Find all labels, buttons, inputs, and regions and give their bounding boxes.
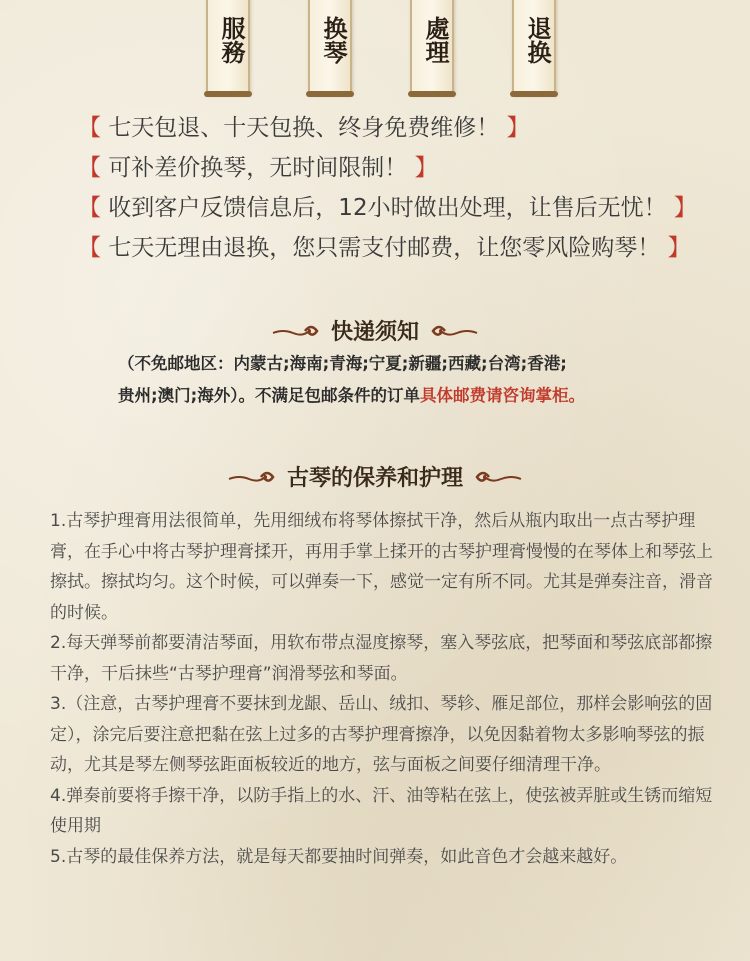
shipping-line-1: （不免邮地区：内蒙古;海南;青海;宁夏;新疆;西藏;台湾;香港; [118, 354, 567, 373]
promise-text: 可补差价换琴，无时间限制！ [101, 155, 408, 181]
promise-text: 七天无理由退换，您只需支付邮费，让您零风险购琴！ [101, 235, 661, 261]
scroll-return [512, 0, 556, 94]
scroll-text: 退换 [523, 16, 552, 64]
scroll-handle [410, 0, 454, 94]
promise-text: 收到客户反馈信息后，12小时做出处理，让售后无忧！ [101, 195, 667, 221]
bracket-close: 】 [666, 195, 697, 221]
promise-text: 七天包退、十天包换、终身免费维修！ [101, 115, 500, 141]
promise-item [78, 188, 718, 228]
bracket-close: 】 [499, 115, 530, 141]
shipping-title [0, 315, 750, 346]
bracket-open: 【 [78, 155, 101, 181]
promise-item [78, 148, 718, 188]
care-instructions [50, 506, 720, 872]
shipping-contact-note: 具体邮费请咨询掌柜。 [419, 386, 585, 405]
bracket-open: 【 [78, 115, 101, 141]
scroll-exchange [308, 0, 352, 94]
bracket-open: 【 [78, 235, 101, 261]
cloud-ornament-left-icon [271, 321, 321, 341]
cloud-ornament-left-icon [227, 467, 277, 487]
care-item: 1.古琴护理膏用法很简单，先用细绒布将琴体擦拭干净，然后从瓶内取出一点古琴护理膏，在手心中将古琴护理膏揉开，再用手掌上揉开的古琴护理膏慢慢的在琴体上和琴弦上擦拭。擦拭均匀。这个时候，可以弹奏一下，感觉一定有所不同。尤其是弹奏注音，滑音的时候。 [50, 511, 713, 623]
scroll-text: 處理 [421, 16, 450, 64]
care-item: 5.古琴的最佳保养方法，就是每天都要抽时间弹奏，如此音色才会越来越好。 [50, 846, 628, 867]
care-item: 3.（注意，古琴护理膏不要抹到龙龈、岳山、绒扣、琴轸、雁足部位，那样会影响弦的固定），涂完后要注意把黏在弦上过多的古琴护理膏擦净，以免因黏着物太多影响琴弦的振动，尤其是琴左侧琴弦距面板较近的地方，弦与面板之间要仔细清理干净。 [50, 694, 713, 775]
bracket-close: 】 [660, 235, 691, 261]
shipping-title-text: 快递须知 [330, 320, 419, 345]
care-title-text: 古琴的保养和护理 [286, 466, 463, 491]
scroll-text: 服務 [217, 16, 246, 64]
cloud-ornament-right-icon [429, 321, 479, 341]
promise-item [78, 228, 718, 268]
care-item: 4.弹奏前要将手擦干净，以防手指上的水、汗、油等粘在弦上，使弦被弄脏或生锈而缩短使用期 [50, 785, 713, 836]
shipping-line-2 [118, 380, 698, 412]
promise-item [78, 108, 718, 148]
shipping-notes [118, 348, 698, 412]
shipping-line-2-text: 贵州;澳门;海外）。不满足包邮条件的订单 [118, 386, 420, 405]
scroll-text: 换琴 [319, 16, 348, 64]
service-promises [78, 108, 718, 268]
care-item: 2.每天弹琴前都要清洁琴面，用软布带点湿度擦琴，塞入琴弦底，把琴面和琴弦底部都擦干净，干后抹些“古琴护理膏”润滑琴弦和琴面。 [50, 633, 713, 684]
bracket-open: 【 [78, 195, 101, 221]
care-title [0, 461, 750, 492]
scroll-service [206, 0, 250, 94]
cloud-ornament-right-icon [473, 467, 523, 487]
bracket-close: 】 [407, 155, 438, 181]
hanging-scrolls [0, 0, 750, 100]
